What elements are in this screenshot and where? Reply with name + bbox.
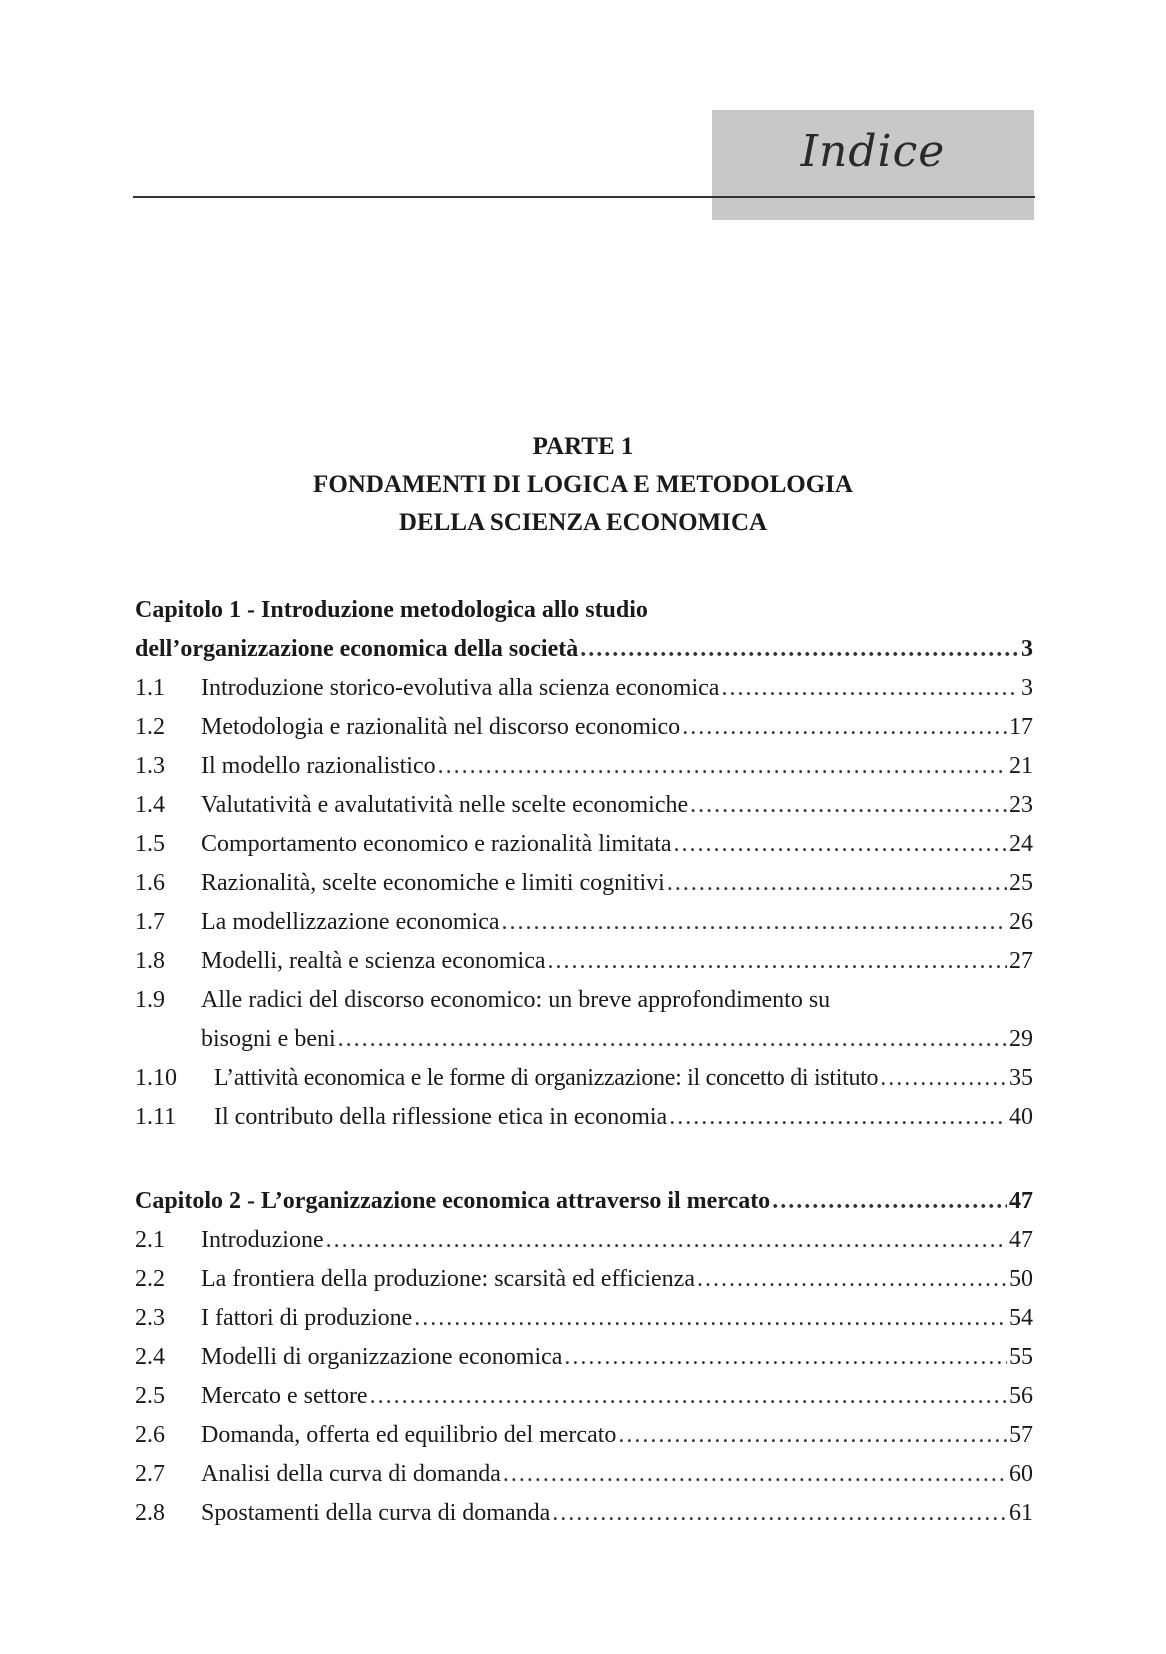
section-title[interactable]: Domanda, offerta ed equilibrio del mercato (201, 1422, 617, 1448)
chapter-title-line[interactable] (135, 630, 1033, 669)
section-title[interactable]: Razionalità, scelte economiche e limiti cognitivi (201, 870, 665, 896)
page-number: 3 (1021, 675, 1033, 701)
section-number: 1.8 (135, 948, 165, 974)
chapter-title[interactable]: Capitolo 2 - L’organizzazione economica attraverso il mercato (135, 1188, 771, 1214)
chapter-title-line[interactable] (135, 1182, 1033, 1221)
section-title[interactable]: Introduzione (201, 1227, 324, 1253)
dot-leader (667, 864, 1007, 903)
toc-entry[interactable] (135, 786, 1033, 825)
page-title: Indice (800, 126, 946, 177)
toc-entry[interactable] (135, 1416, 1033, 1455)
page-number: 24 (1009, 831, 1033, 857)
dot-leader (880, 1059, 1007, 1098)
section-number: 1.10 (135, 1065, 177, 1091)
page-number: 3 (1021, 636, 1033, 662)
page-number: 57 (1009, 1422, 1033, 1448)
page-number: 50 (1009, 1266, 1033, 1292)
dot-leader (772, 1182, 1007, 1221)
dot-leader (674, 825, 1007, 864)
dot-leader (682, 708, 1007, 747)
section-number: 1.9 (135, 987, 165, 1013)
section-number: 1.3 (135, 753, 165, 779)
page-number: 26 (1009, 909, 1033, 935)
section-title[interactable]: Introduzione storico-evolutiva alla scienza economica (201, 675, 720, 701)
section-title[interactable]: Valutatività e avalutatività nelle scelte economiche (201, 792, 689, 818)
section-title[interactable]: I fattori di produzione (201, 1305, 413, 1331)
toc-entry[interactable] (135, 747, 1033, 786)
section-number: 2.1 (135, 1227, 165, 1253)
part-title-line2: DELLA SCIENZA ECONOMICA (398, 509, 768, 536)
dot-leader (697, 1260, 1007, 1299)
toc-entry[interactable] (135, 1221, 1033, 1260)
dot-leader (690, 786, 1007, 825)
toc-entry[interactable] (135, 942, 1033, 981)
dot-leader (326, 1221, 1007, 1260)
section-title[interactable]: La modellizzazione economica (201, 909, 500, 935)
section-title[interactable]: L’attività economica e le forme di organizzazione: il concetto di istituto (214, 1065, 879, 1091)
dot-leader (618, 1416, 1007, 1455)
part-heading (0, 428, 1166, 542)
section-title[interactable]: Comportamento economico e razionalità limitata (201, 831, 672, 857)
page-number: 27 (1009, 948, 1033, 974)
chapter-title[interactable]: Capitolo 1 - Introduzione metodologica allo studio (135, 597, 648, 623)
toc-entry[interactable] (135, 825, 1033, 864)
toc-entry[interactable] (135, 864, 1033, 903)
dot-leader (438, 747, 1007, 786)
toc-entry[interactable] (135, 1377, 1033, 1416)
dot-leader (669, 1098, 1007, 1137)
section-number: 2.3 (135, 1305, 165, 1331)
section-number: 2.7 (135, 1461, 165, 1487)
toc-entry[interactable] (135, 903, 1033, 942)
dot-leader (414, 1299, 1007, 1338)
section-title[interactable]: Il modello razionalistico (201, 753, 436, 779)
section-number: 1.4 (135, 792, 165, 818)
toc-entry[interactable] (135, 1098, 1033, 1137)
section-number: 2.2 (135, 1266, 165, 1292)
section-number: 1.1 (135, 675, 165, 701)
header-divider (133, 196, 1035, 198)
page-number: 40 (1009, 1104, 1033, 1130)
dot-leader (502, 903, 1007, 942)
section-number: 1.5 (135, 831, 165, 857)
page-number: 60 (1009, 1461, 1033, 1487)
section-title[interactable]: Modelli, realtà e scienza economica (201, 948, 546, 974)
section-number: 2.8 (135, 1500, 165, 1526)
section-title[interactable]: Modelli di organizzazione economica (201, 1344, 563, 1370)
dot-leader (548, 942, 1008, 981)
page-number: 47 (1009, 1227, 1033, 1253)
section-number: 1.2 (135, 714, 165, 740)
section-title[interactable]: La frontiera della produzione: scarsità ed efficienza (201, 1266, 695, 1292)
toc-entry[interactable] (135, 1260, 1033, 1299)
section-title[interactable]: Il contributo della riflessione etica in economia (214, 1104, 668, 1130)
section-title[interactable]: Alle radici del discorso economico: un breve approfondimento su (201, 987, 831, 1013)
page-number: 61 (1009, 1500, 1033, 1526)
dot-leader (552, 1494, 1007, 1533)
toc-entry[interactable] (135, 708, 1033, 747)
section-title[interactable]: Spostamenti della curva di domanda (201, 1500, 551, 1526)
toc-entry[interactable] (135, 1455, 1033, 1494)
chapter-title-line (135, 591, 1033, 630)
section-title[interactable]: Mercato e settore (201, 1383, 368, 1409)
page-number: 23 (1009, 792, 1033, 818)
toc-entry[interactable] (135, 669, 1033, 708)
page-number: 25 (1009, 870, 1033, 896)
dot-leader (338, 1020, 1007, 1059)
page-number: 29 (1009, 1026, 1033, 1052)
part-number: PARTE 1 (532, 433, 634, 460)
section-title-continued[interactable]: bisogni e beni (201, 1026, 336, 1052)
toc-entry[interactable] (135, 1059, 1033, 1098)
section-number: 1.11 (135, 1104, 177, 1130)
page-number: 21 (1009, 753, 1033, 779)
page-number: 17 (1009, 714, 1033, 740)
section-number: 2.6 (135, 1422, 165, 1448)
dot-leader (580, 630, 1019, 669)
part-title-line1: FONDAMENTI DI LOGICA E METODOLOGIA (313, 471, 853, 498)
page-number: 35 (1009, 1065, 1033, 1091)
page-number: 56 (1009, 1383, 1033, 1409)
section-title[interactable]: Analisi della curva di domanda (201, 1461, 501, 1487)
toc-entry[interactable] (135, 1494, 1033, 1533)
page-number: 47 (1009, 1188, 1033, 1214)
toc-entry[interactable] (135, 1299, 1033, 1338)
dot-leader (370, 1377, 1007, 1416)
dot-leader (503, 1455, 1007, 1494)
page-number: 54 (1009, 1305, 1033, 1331)
section-number: 1.6 (135, 870, 165, 896)
section-number: 2.4 (135, 1344, 165, 1370)
section-title[interactable]: Metodologia e razionalità nel discorso economico (201, 714, 681, 740)
dot-leader (564, 1338, 1007, 1377)
toc-chapter-1 (135, 591, 1033, 1137)
toc-entry-continuation[interactable] (135, 1020, 1033, 1059)
section-number: 1.7 (135, 909, 165, 935)
section-number: 2.5 (135, 1383, 165, 1409)
toc-chapter-2 (135, 1182, 1033, 1533)
toc-entry[interactable] (135, 981, 1033, 1020)
chapter-title[interactable]: dell’organizzazione economica della società (135, 636, 579, 662)
dot-leader (721, 669, 1019, 708)
toc-entry[interactable] (135, 1338, 1033, 1377)
page-number: 55 (1009, 1344, 1033, 1370)
